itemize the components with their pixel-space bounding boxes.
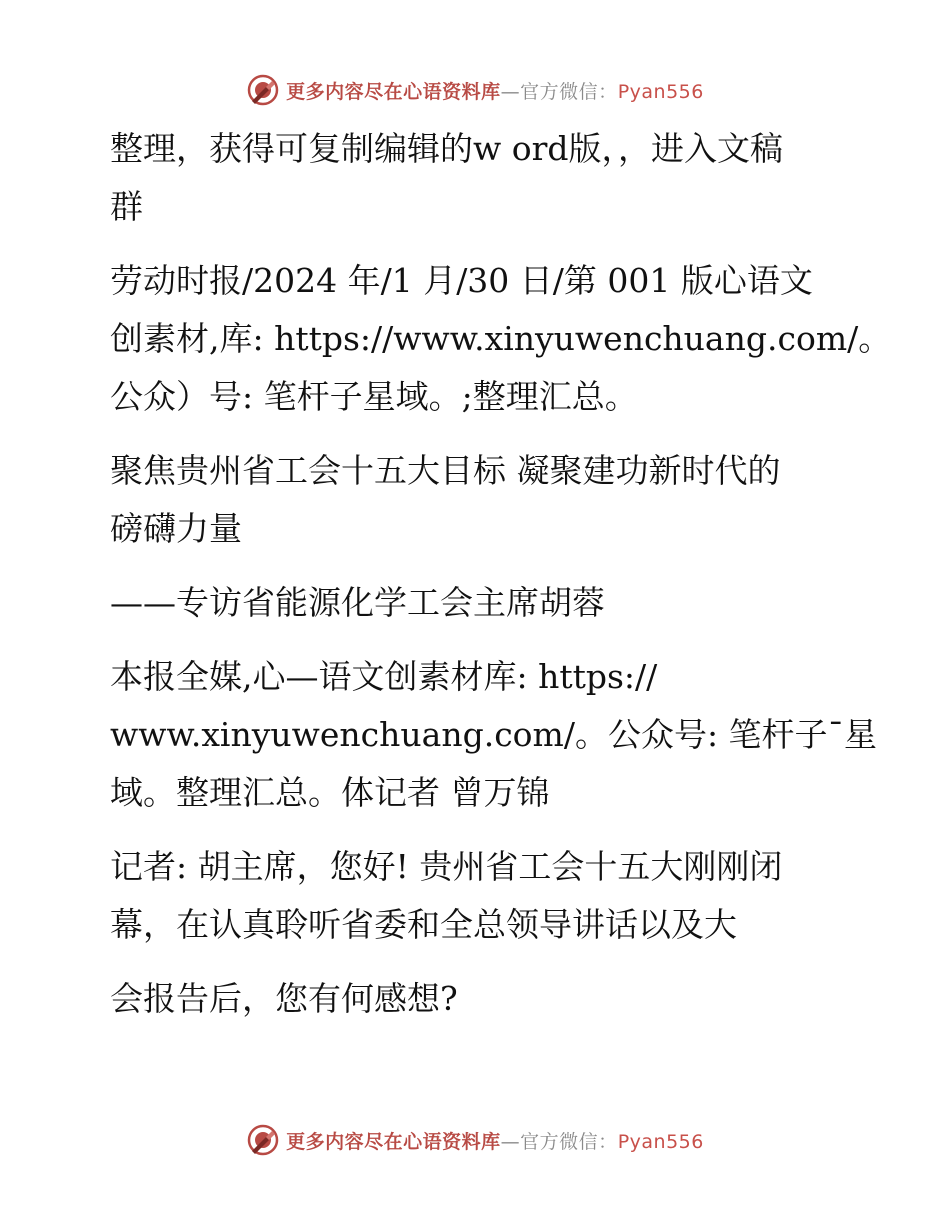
banner-wechat-label: 官方微信： xyxy=(520,80,618,103)
text-line: 域。整理汇总。体记者 曾万锦 xyxy=(110,773,550,812)
banner-promo: 更多内容尽在心语资料库 xyxy=(286,80,501,103)
banner-wechat-label: 官方微信： xyxy=(520,1130,618,1153)
paragraph xyxy=(96,252,892,426)
article-subtitle xyxy=(96,574,856,632)
byline-paragraph xyxy=(96,648,878,822)
text-line: 公众）号: 笔杆子星域。;整理汇总。 xyxy=(110,377,638,416)
text-line: 幕，在认真聆听省委和全总领导讲话以及大 xyxy=(110,905,737,944)
text-line: 记者: 胡主席，您好! 贵州省工会十五大刚刚闭 xyxy=(110,847,783,886)
text-line: 会报告后，您有何感想? xyxy=(110,979,458,1018)
paragraph xyxy=(96,838,856,954)
text-line: 磅礴力量 xyxy=(110,509,242,548)
header-banner xyxy=(0,70,950,110)
pen-logo-icon xyxy=(246,1123,280,1157)
footer-banner xyxy=(0,1120,950,1160)
text-line: www.xinyuwenchuang.com/。公众号: 笔杆子¯星 xyxy=(110,715,878,754)
article-title xyxy=(96,442,856,558)
text-line: 整理，获得可复制编辑的w ord版，，进入文稿 xyxy=(110,129,784,168)
text-line: 劳动时报/2024 年/1 月/30 日/第 001 版心语文 xyxy=(110,261,813,300)
banner-dash: — xyxy=(500,80,521,103)
text-line: 聚焦贵州省工会十五大目标 凝聚建功新时代的 xyxy=(110,451,781,490)
banner-dash: — xyxy=(500,1130,521,1153)
text-line: 本报全媒,心—语文创素材库: https:// xyxy=(110,657,658,696)
banner-wechat-id: Pyan556 xyxy=(617,80,704,103)
banner-text xyxy=(286,1127,704,1154)
document-body xyxy=(96,120,892,1044)
banner-promo: 更多内容尽在心语资料库 xyxy=(286,1130,501,1153)
pen-logo-icon xyxy=(246,73,280,107)
text-line: 创素材,库: https://www.xinyuwenchuang.com/。 xyxy=(110,319,892,358)
paragraph xyxy=(96,970,856,1028)
banner-text xyxy=(286,77,704,104)
banner-wechat-id: Pyan556 xyxy=(617,1130,704,1153)
text-line: ——专访省能源化学工会主席胡蓉 xyxy=(110,583,605,622)
paragraph xyxy=(96,120,856,236)
text-line: 群 xyxy=(110,187,143,226)
